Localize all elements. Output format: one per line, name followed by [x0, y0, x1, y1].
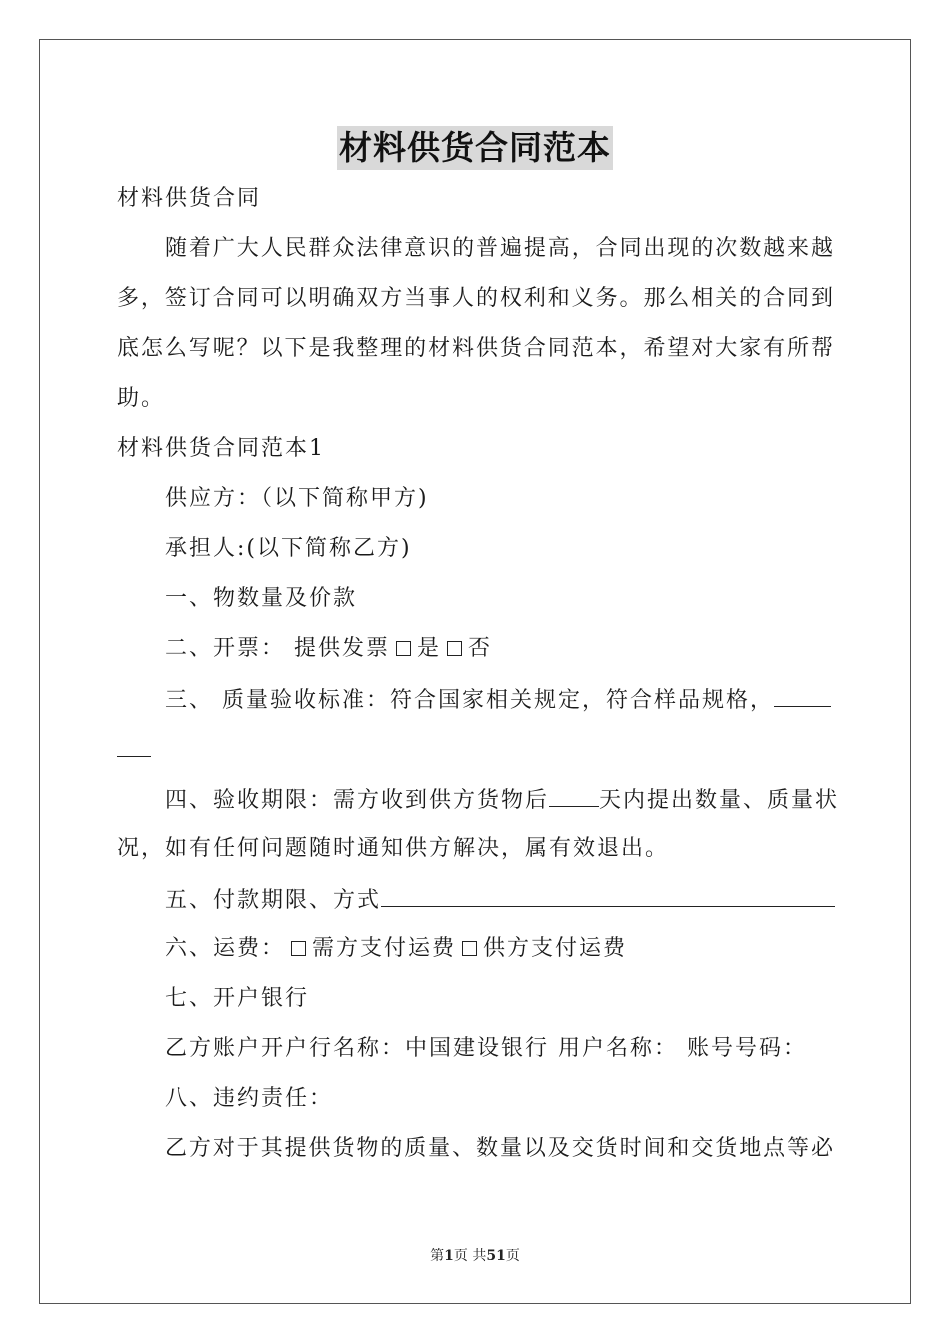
- item-2-prefix: 二、开票： 提供发票: [165, 636, 390, 661]
- item-3: [165, 684, 831, 716]
- item-3-text: 三、 质量验收标准：符合国家相关规定，符合样品规格，: [165, 688, 774, 713]
- item-6-prefix: 六、运费：: [165, 936, 286, 961]
- intro-line-1: 随着广大人民群众法律意识的普遍提高，合同出现的次数越来越: [165, 236, 833, 261]
- item-1: 一、物数量及价款: [165, 586, 358, 611]
- blank-underline[interactable]: [117, 734, 151, 757]
- item-7: 七、开户银行: [165, 986, 310, 1011]
- blank-underline[interactable]: [549, 784, 599, 807]
- item-6: [165, 934, 627, 964]
- intro-line-3: 底怎么写呢？以下是我整理的材料供货合同范本，希望对大家有所帮: [117, 336, 833, 361]
- item-4-cont: 况，如有任何问题随时通知供方解决，属有效退出。: [117, 836, 670, 861]
- bank-line: 乙方账户开户行名称：中国建设银行 用户名称： 账号号码：: [165, 1036, 807, 1061]
- total-pages: 51: [486, 1248, 506, 1264]
- page-border: [39, 39, 911, 1304]
- item-3-cont: [117, 734, 151, 766]
- supplier-line: 供应方：（以下简称甲方): [165, 486, 429, 511]
- item-8: 八、违约责任：: [165, 1086, 334, 1111]
- item-8-text: 乙方对于其提供货物的质量、数量以及交货时间和交货地点等必: [165, 1136, 833, 1161]
- section-title: 材料供货合同范本1: [117, 436, 325, 461]
- blank-underline[interactable]: [381, 884, 835, 907]
- item-4-text-b: 天内提出数量、质量状: [599, 788, 840, 813]
- item-5-text: 五、付款期限、方式: [165, 888, 382, 913]
- item-2-yes-label: 是: [417, 636, 442, 661]
- checkbox-no[interactable]: [447, 641, 462, 656]
- item-4-text-a: 四、验收期限：需方收到供方货物后: [165, 788, 550, 813]
- page-number: 1: [444, 1248, 454, 1264]
- footer-prefix: 第: [430, 1248, 445, 1264]
- checkbox-supplier-pays[interactable]: [462, 941, 477, 956]
- item-5: [165, 884, 835, 916]
- item-4: [165, 784, 839, 816]
- item-2-no-label: 否: [468, 636, 493, 661]
- document-title: 材料供货合同范本: [337, 126, 613, 170]
- intro-line-4: 助。: [117, 386, 166, 411]
- undertaker-line: 承担人:(以下简称乙方): [165, 536, 412, 561]
- checkbox-buyer-pays[interactable]: [291, 941, 306, 956]
- item-6-opt-a: 需方支付运费: [312, 936, 457, 961]
- document-heading: 材料供货合同: [117, 186, 262, 211]
- blank-underline[interactable]: [774, 684, 831, 707]
- item-6-opt-b: 供方支付运费: [483, 936, 628, 961]
- page-footer: [0, 1245, 950, 1265]
- title-container: [0, 126, 950, 170]
- checkbox-yes[interactable]: [396, 641, 411, 656]
- footer-mid: 页 共: [453, 1248, 487, 1264]
- intro-line-2: 多，签订合同可以明确双方当事人的权利和义务。那么相关的合同到: [117, 286, 833, 311]
- footer-suffix: 页: [505, 1248, 520, 1264]
- item-2: [165, 634, 492, 664]
